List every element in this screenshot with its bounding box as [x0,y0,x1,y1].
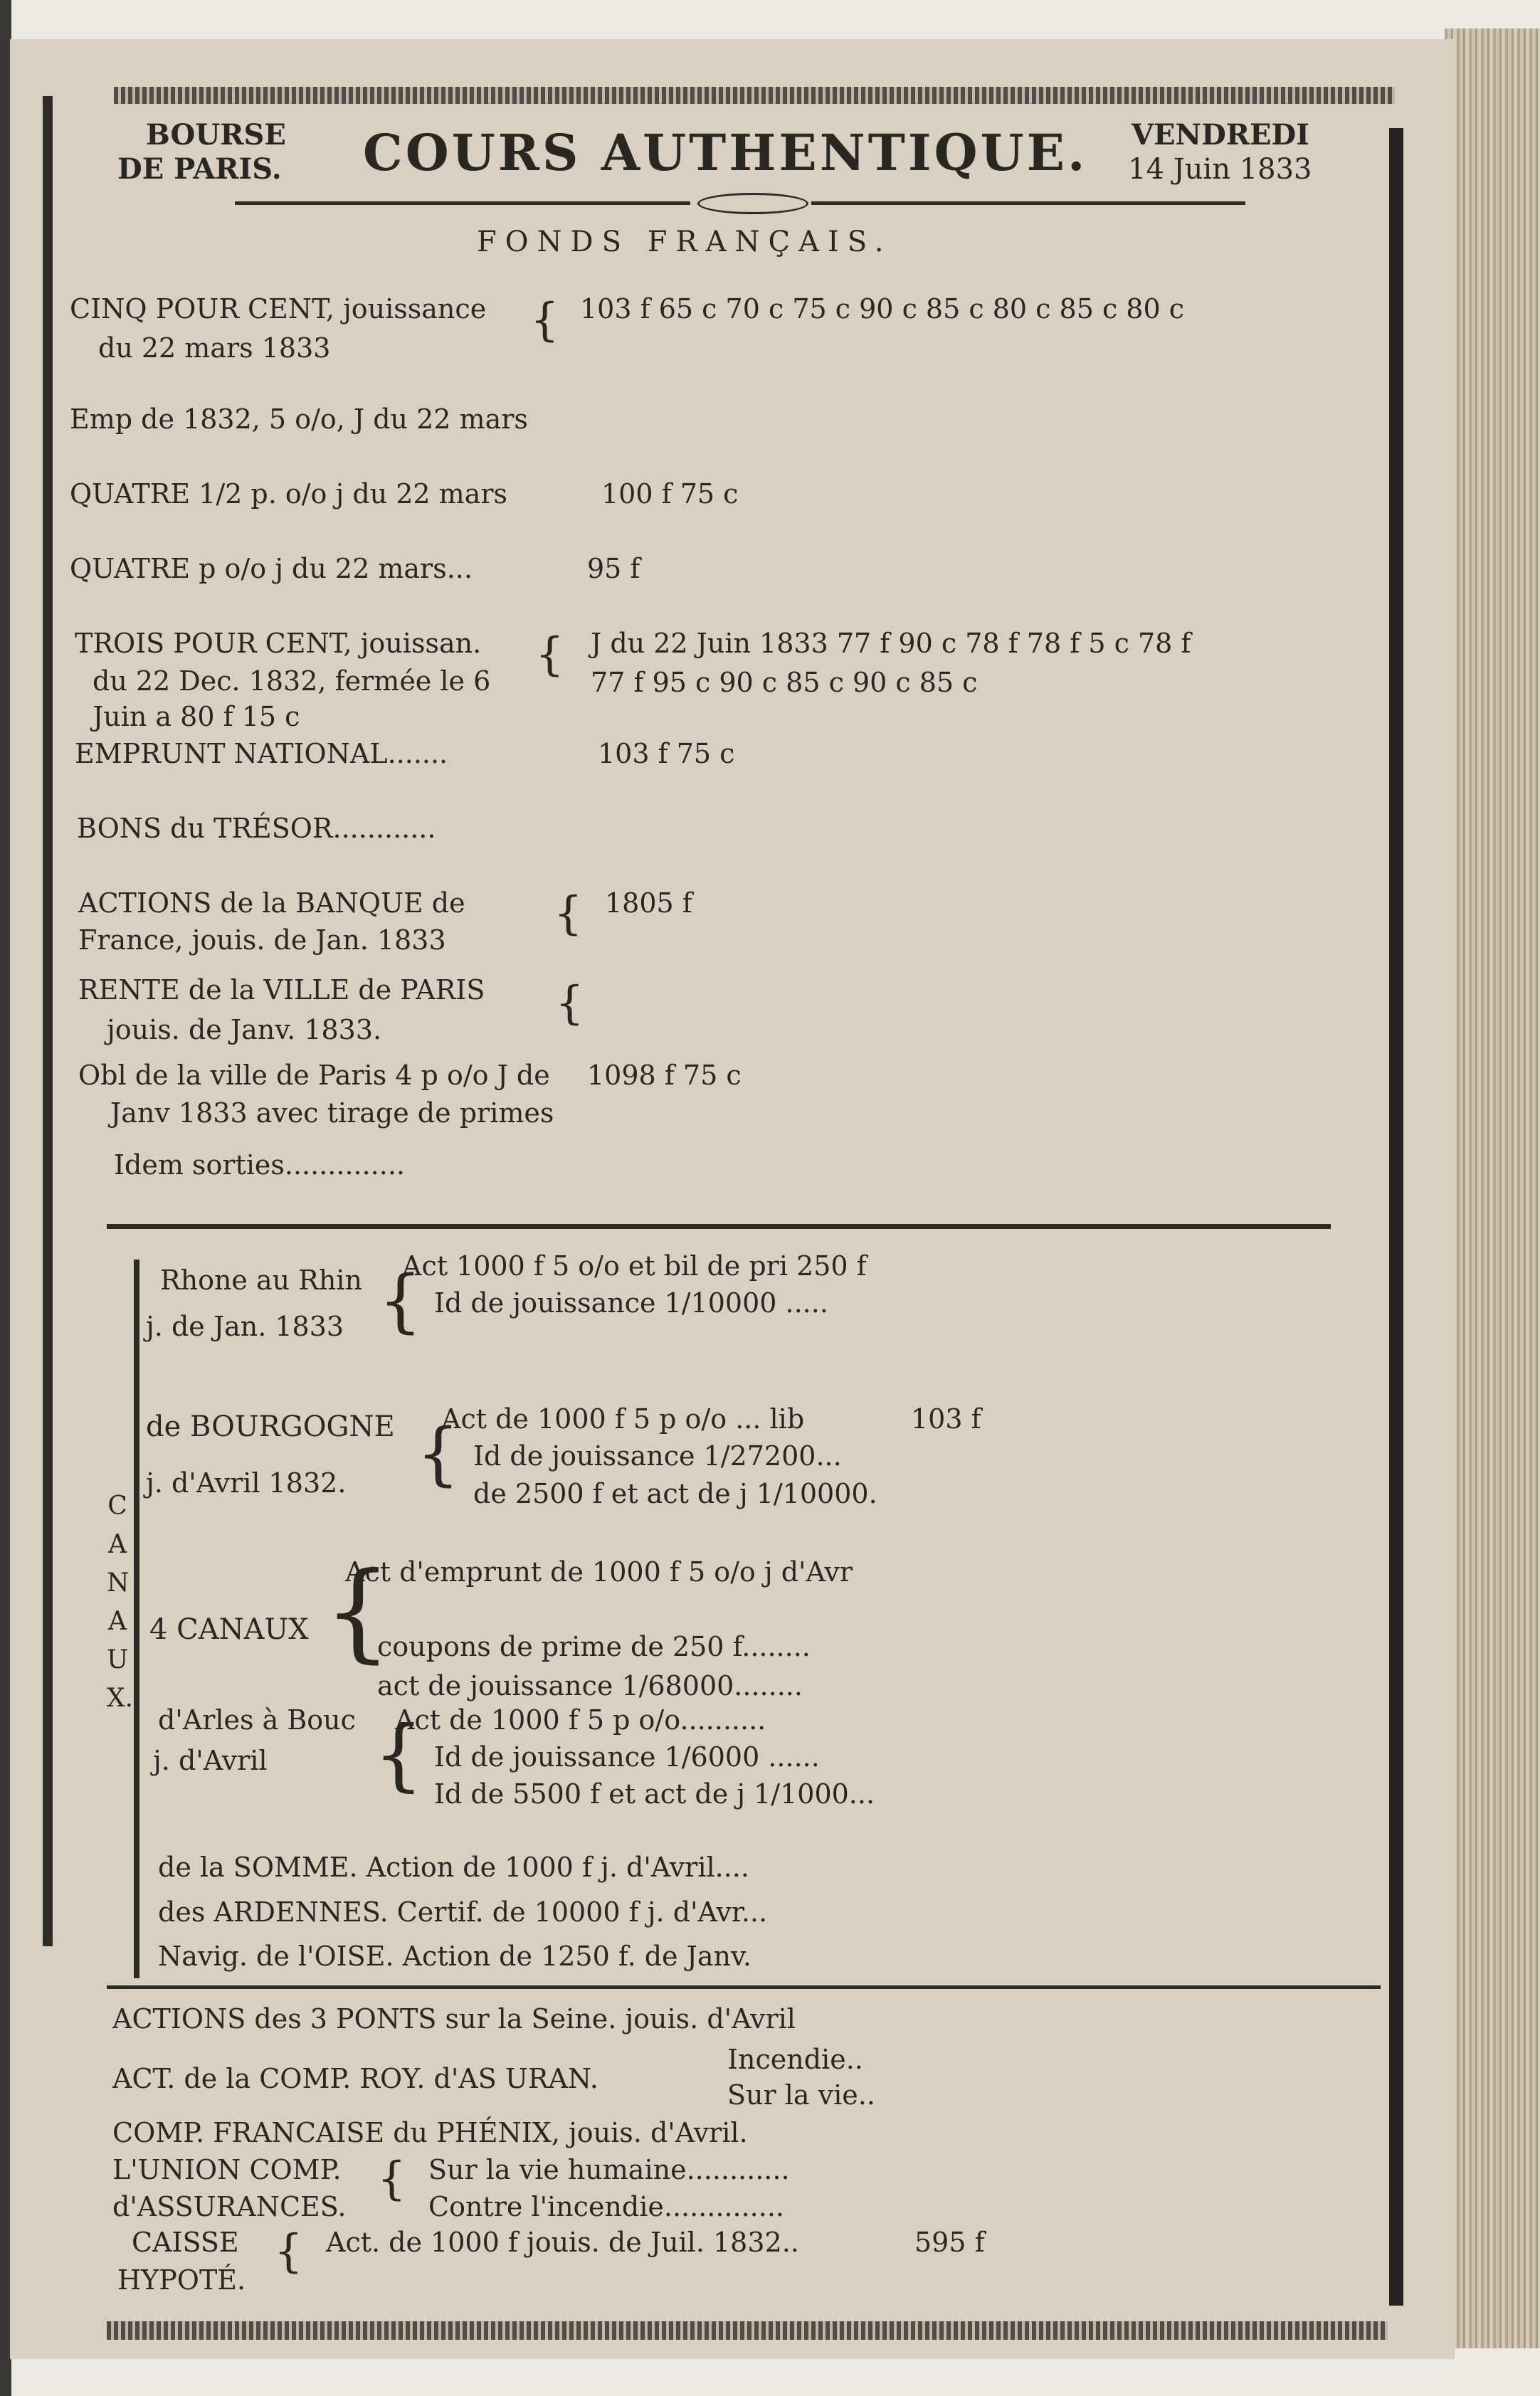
fonds-label: France, jouis. de Jan. 1833 [78,924,446,956]
canal-name: de BOURGOGNE [146,1410,395,1443]
header-left-line1: BOURSE [146,118,286,152]
section-title: FONDS FRANÇAIS. [477,226,892,258]
fonds-label: du 22 mars 1833 [98,332,331,364]
canal-detail: Id de 5500 f et act de j 1/1000... [434,1778,875,1810]
fonds-label: Emp de 1832, 5 o/o, J du 22 mars [70,403,528,435]
bottom-line: CAISSE [132,2227,239,2258]
canal-detail: Id de jouissance 1/27200... [473,1440,842,1472]
bottom-line: COMP. FRANCAISE du PHÉNIX, jouis. d'Avril. [112,2117,748,2148]
left-border-rule [43,96,53,1946]
bottom-line: ACTIONS des 3 PONTS sur la Seine. jouis. d'Avril [112,2003,796,2035]
top-ornament-border [114,87,1395,104]
bottom-line: d'ASSURANCES. [112,2191,347,2222]
canal-name: 4 CANAUX [149,1613,309,1646]
canal-date: j. de Jan. 1833 [146,1311,344,1342]
fonds-label: BONS du TRÉSOR............ [77,813,436,844]
canal-detail: Id de jouissance 1/10000 ..... [434,1287,828,1319]
fonds-label: ACTIONS de la BANQUE de [78,887,465,919]
brace: { [379,1261,423,1341]
section-divider [107,1985,1381,1989]
canal-value: 103 f [911,1403,981,1435]
bottom-ornament-border [107,2321,1388,2340]
fonds-value: 77 f 95 c 90 c 85 c 90 c 85 c [591,667,978,698]
section-divider [107,1224,1331,1229]
bottom-line: L'UNION COMP. [112,2154,342,2185]
brace: { [555,977,584,1030]
canal-detail: act de jouissance 1/68000........ [377,1670,803,1701]
bottom-line: HYPOTÉ. [117,2264,246,2296]
canaux-vertical-label: C A N A U X. [107,1492,134,1713]
brace: { [535,628,564,681]
fonds-label: jouis. de Janv. 1833. [107,1014,382,1045]
bottom-value: 595 f [914,2227,985,2258]
brace: { [274,2225,303,2278]
fonds-label: Idem sorties.............. [114,1149,406,1181]
canal-name: d'Arles à Bouc [158,1704,356,1736]
fonds-label: RENTE de la VILLE de PARIS [78,974,485,1006]
canal-detail: Id de jouissance 1/6000 ...... [434,1741,820,1773]
fonds-label: Juin a 80 f 15 c [93,701,300,732]
canal-line: de la SOMME. Action de 1000 f j. d'Avril.... [158,1852,749,1883]
bottom-line: Sur la vie humaine............ [428,2154,790,2185]
fonds-value: J du 22 Juin 1833 77 f 90 c 78 f 78 f 5 c 78 f [591,628,1191,659]
canal-date: j. d'Avril [153,1745,268,1776]
brace: { [374,1709,423,1800]
fonds-value: 103 f 65 c 70 c 75 c 90 c 85 c 80 c 85 c 80 c [580,293,1185,324]
bottom-line: Act. de 1000 f jouis. de Juil. 1832.. [326,2227,799,2258]
fonds-label: du 22 Dec. 1832, fermée le 6 [93,665,491,697]
header-right-line1: VENDREDI [1132,118,1309,152]
canal-detail: Act de 1000 f 5 p o/o ... lib [441,1403,805,1435]
fonds-value: 100 f 75 c [601,478,739,510]
fonds-label: QUATRE 1/2 p. o/o j du 22 mars [70,478,508,510]
canal-date: j. d'Avril 1832. [146,1467,347,1499]
canal-name: Rhone au Rhin [160,1265,362,1296]
fonds-label: Janv 1833 avec tirage de primes [110,1097,554,1129]
brace: { [530,294,559,347]
canal-detail: Act de 1000 f 5 p o/o.......... [395,1704,766,1736]
fonds-value: 103 f 75 c [598,738,735,769]
right-border-rule [1389,128,1403,2306]
fonds-label: CINQ POUR CENT, jouissance [70,293,487,324]
canaux-bracket [134,1260,139,1978]
canal-detail: Act d'emprunt de 1000 f 5 o/o j d'Avr [345,1556,853,1588]
brace: { [324,1550,392,1674]
brace: { [554,887,583,940]
fonds-label: Obl de la ville de Paris 4 p o/o J de [78,1060,550,1091]
canal-detail: coupons de prime de 250 f........ [377,1631,811,1662]
canal-detail: Act 1000 f 5 o/o et bil de pri 250 f [402,1250,867,1282]
book-edge [1445,28,1540,2348]
fonds-label: QUATRE p o/o j du 22 mars... [70,553,473,584]
header-left-line2: DE PARIS. [117,152,282,186]
bottom-line: Sur la vie.. [727,2079,875,2111]
title-ornament [235,196,1245,209]
fonds-label: EMPRUNT NATIONAL....... [75,738,448,769]
canal-line: des ARDENNES. Certif. de 10000 f j. d'Avr... [158,1896,768,1928]
fonds-value: 1098 f 75 c [587,1060,742,1091]
canal-line: Navig. de l'OISE. Action de 1250 f. de Janv. [158,1941,752,1972]
header-date: 14 Juin 1833 [1128,153,1312,186]
fonds-label: TROIS POUR CENT, jouissan. [75,628,482,659]
page-title: COURS AUTHENTIQUE. [363,123,1088,182]
brace: { [377,2153,406,2205]
bottom-line: Incendie.. [727,2044,863,2075]
bottom-line: Contre l'incendie.............. [428,2191,784,2222]
canal-detail: de 2500 f et act de j 1/10000. [473,1478,877,1509]
fonds-value: 95 f [587,553,640,584]
brace: { [416,1414,460,1494]
fonds-value: 1805 f [605,887,692,919]
bottom-line: ACT. de la COMP. ROY. d'AS URAN. [112,2063,598,2094]
